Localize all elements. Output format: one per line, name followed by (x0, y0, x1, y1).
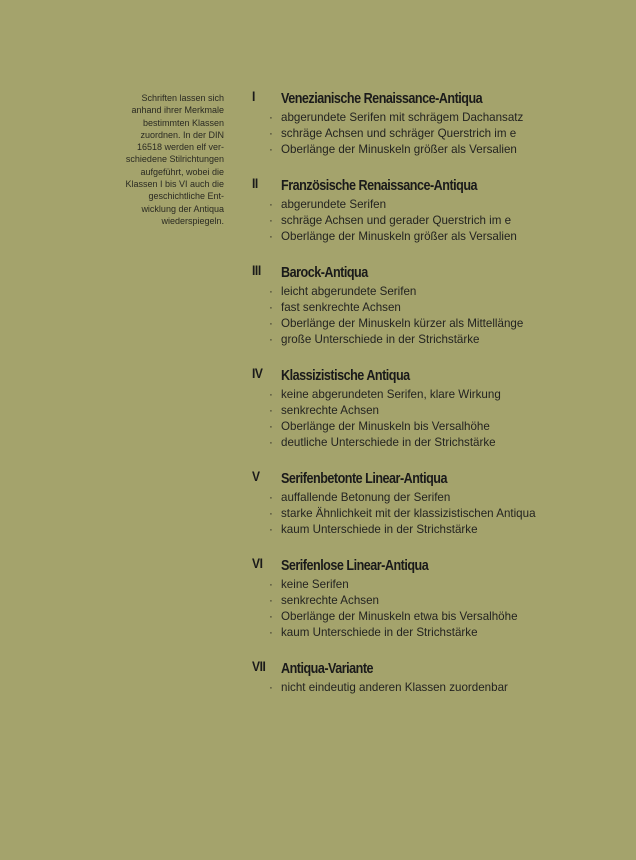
feature-list (252, 490, 622, 538)
class-title: Französische Renaissance-Antiqua (281, 177, 478, 194)
feature-item: · abgerundete Serifen mit schrägem Dachansatz (281, 110, 622, 126)
class-title: Barock-Antiqua (281, 264, 368, 281)
class-numeral: I (252, 88, 255, 104)
feature-item: · keine Serifen (281, 577, 622, 593)
feature-list (252, 680, 622, 696)
feature-item: · fast senkrechte Achsen (281, 300, 622, 316)
feature-list (252, 284, 622, 348)
feature-list (252, 110, 622, 158)
feature-item: · starke Ähnlichkeit mit der klassizistischen Antiqua (281, 506, 622, 522)
class-numeral: VII (252, 658, 266, 674)
feature-item: · Oberlänge der Minuskeln etwa bis Versalhöhe (281, 609, 622, 625)
class-title: Serifenbetonte Linear-Antiqua (281, 470, 448, 487)
class-title: Klassizistische Antiqua (281, 367, 410, 384)
class-numeral: IV (252, 365, 263, 381)
feature-item: · senkrechte Achsen (281, 593, 622, 609)
feature-item: · Oberlänge der Minuskeln größer als Versalien (281, 142, 622, 158)
side-note-line: bestimmten Klassen (142, 117, 224, 128)
side-note-line: geschichtliche Ent- (148, 191, 224, 202)
class-title: Venezianische Renaissance-Antiqua (281, 90, 483, 107)
class-title: Serifenlose Linear-Antiqua (281, 557, 429, 574)
feature-list (252, 387, 622, 451)
feature-item: · senkrechte Achsen (281, 403, 622, 419)
feature-item: · deutliche Unterschiede in der Strichstärke (281, 435, 622, 451)
side-note-line: Klassen I bis VI auch die (125, 179, 224, 190)
feature-list (252, 577, 622, 641)
feature-item: · schräge Achsen und schräger Querstrich im e (281, 126, 622, 142)
class-5 (252, 468, 622, 538)
side-note-line: zuordnen. In der DIN (140, 129, 224, 140)
class-3 (252, 262, 622, 348)
feature-item: · leicht abgerundete Serifen (281, 284, 622, 300)
feature-item: · nicht eindeutig anderen Klassen zuordenbar (281, 680, 622, 696)
feature-item: · Oberlänge der Minuskeln größer als Versalien (281, 229, 622, 245)
class-4 (252, 365, 622, 451)
class-title: Antiqua-Variante (281, 660, 374, 677)
feature-item: · keine abgerundeten Serifen, klare Wirkung (281, 387, 622, 403)
side-note-line: anhand ihrer Merkmale (131, 105, 224, 116)
side-note (100, 92, 224, 227)
side-note-line: wiederspiegeln. (161, 215, 224, 226)
type-classification-list (252, 88, 622, 713)
feature-item: · auffallende Betonung der Serifen (281, 490, 622, 506)
side-note-line: 16518 werden elf ver- (136, 142, 224, 153)
side-note-line: Schriften lassen sich (141, 93, 224, 103)
feature-item: · Oberlänge der Minuskeln bis Versalhöhe (281, 419, 622, 435)
feature-item: · kaum Unterschiede in der Strichstärke (281, 522, 622, 538)
feature-list (252, 197, 622, 245)
feature-item: · abgerundete Serifen (281, 197, 622, 213)
class-numeral: V (252, 468, 260, 484)
class-numeral: III (252, 262, 261, 278)
side-note-line: wicklung der Antiqua (141, 203, 224, 214)
feature-item: · schräge Achsen und gerader Querstrich im e (281, 213, 622, 229)
class-numeral: VI (252, 555, 263, 571)
side-note-line: schiedene Stilrichtungen (125, 154, 224, 165)
side-note-line: aufgeführt, wobei die (140, 166, 224, 177)
feature-item: · kaum Unterschiede in der Strichstärke (281, 625, 622, 641)
feature-item: · Oberlänge der Minuskeln kürzer als Mittellänge (281, 316, 622, 332)
feature-item: · große Unterschiede in der Strichstärke (281, 332, 622, 348)
class-7 (252, 658, 622, 696)
class-2 (252, 175, 622, 245)
class-1 (252, 88, 622, 158)
class-6 (252, 555, 622, 641)
class-numeral: II (252, 175, 258, 191)
